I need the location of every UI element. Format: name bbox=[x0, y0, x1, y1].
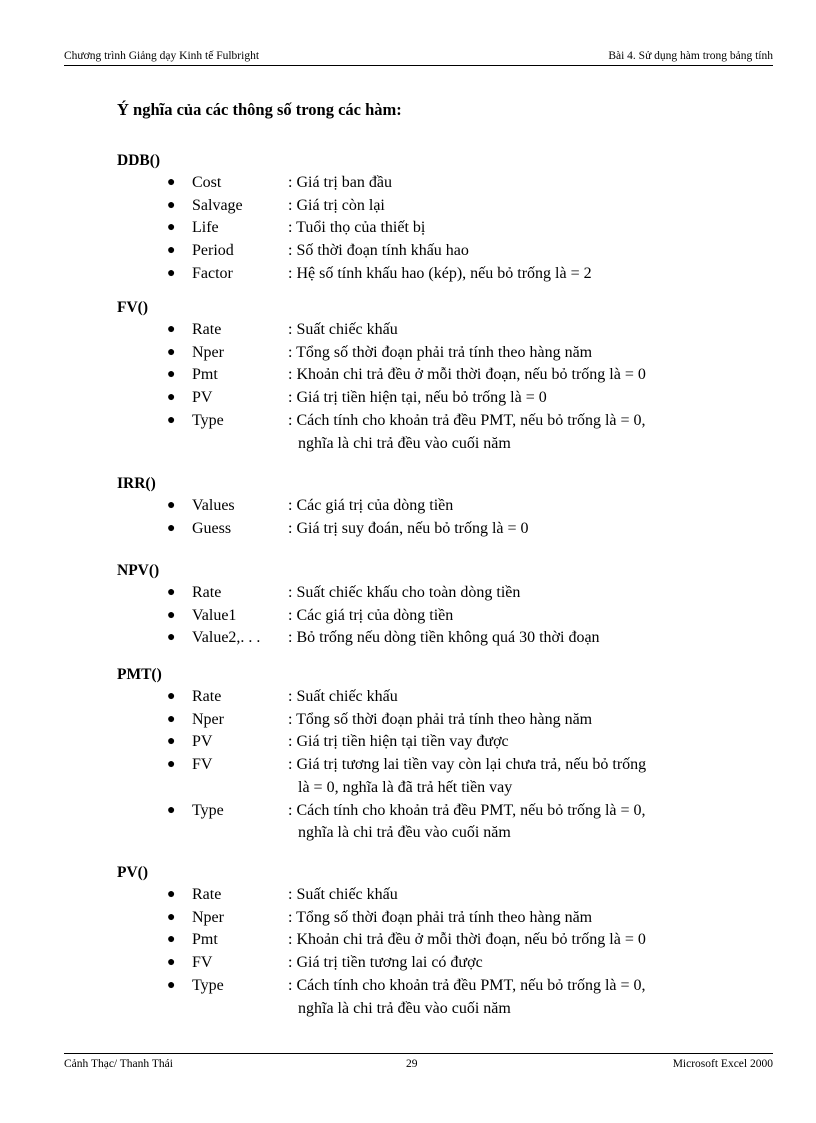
param-desc-line1: : Suất chiếc khấu bbox=[288, 886, 398, 903]
param-description bbox=[288, 754, 718, 799]
param-desc-line1: : Các giá trị của dòng tiền bbox=[288, 497, 454, 514]
param-description bbox=[288, 582, 718, 605]
bullet-icon: ● bbox=[167, 887, 176, 902]
param-name: Cost bbox=[192, 174, 222, 191]
section-ddb bbox=[117, 150, 777, 286]
param-name: PV bbox=[192, 733, 213, 751]
param-row bbox=[117, 195, 777, 218]
section-irr bbox=[117, 473, 777, 540]
param-description bbox=[288, 605, 718, 628]
param-description bbox=[288, 217, 718, 240]
function-name: FV() bbox=[117, 299, 148, 316]
param-description bbox=[288, 195, 718, 218]
bullet-icon: ● bbox=[167, 711, 176, 727]
bullet-icon: ● bbox=[167, 630, 176, 646]
param-description bbox=[288, 975, 718, 1020]
param-description bbox=[288, 518, 718, 541]
param-desc-line1: : Các giá trị của dòng tiền bbox=[288, 606, 454, 624]
bullet-icon: ● bbox=[167, 802, 176, 818]
param-description bbox=[288, 364, 718, 387]
param-desc-line1: : Số thời đoạn tính khấu hao bbox=[288, 242, 469, 260]
param-name: Factor bbox=[192, 264, 233, 282]
param-row bbox=[117, 387, 777, 410]
param-description bbox=[288, 686, 718, 709]
param-description bbox=[288, 800, 718, 845]
param-desc-line1: : Suất chiếc khấu bbox=[288, 321, 398, 338]
param-description bbox=[288, 627, 718, 650]
param-name: Rate bbox=[192, 584, 222, 601]
param-name: Life bbox=[192, 219, 219, 237]
param-name: Rate bbox=[192, 886, 222, 903]
param-row bbox=[117, 605, 777, 628]
param-row bbox=[117, 975, 777, 1020]
param-row bbox=[117, 172, 777, 195]
page-number: 29 bbox=[406, 1058, 418, 1070]
bullet-icon: ● bbox=[167, 175, 176, 190]
bullet-icon: ● bbox=[167, 322, 176, 337]
param-desc-line1: : Tổng số thời đoạn phải trả tính theo hàng năm bbox=[288, 710, 593, 728]
param-row bbox=[117, 364, 777, 387]
param-desc-line2: nghĩa là chi trả đều vào cuối năm bbox=[298, 999, 511, 1017]
param-description bbox=[288, 907, 718, 930]
bullet-icon: ● bbox=[167, 909, 176, 925]
param-desc-line1: : Tổng số thời đoạn phải trả tính theo hàng năm bbox=[288, 908, 593, 926]
param-row bbox=[117, 342, 777, 365]
bullet-icon: ● bbox=[167, 412, 176, 428]
function-name: PMT() bbox=[117, 666, 162, 683]
page-header bbox=[64, 50, 773, 66]
param-row bbox=[117, 754, 777, 799]
param-row bbox=[117, 709, 777, 732]
param-desc-line1: : Tổng số thời đoạn phải trả tính theo hàng năm bbox=[288, 343, 593, 361]
function-name: IRR() bbox=[117, 475, 156, 492]
param-description bbox=[288, 342, 718, 365]
param-description bbox=[288, 172, 718, 195]
param-desc-line1: : Giá trị tiền hiện tại tiền vay được bbox=[288, 733, 509, 751]
param-desc-line1: : Bỏ trống nếu dòng tiền không quá 30 thời đoạn bbox=[288, 629, 600, 647]
param-description bbox=[288, 929, 718, 952]
header-left-text: Chương trình Giảng dạy Kinh tế Fulbright bbox=[64, 50, 260, 62]
param-name: FV bbox=[192, 954, 213, 972]
param-name: Rate bbox=[192, 321, 222, 338]
param-row bbox=[117, 582, 777, 605]
param-description bbox=[288, 495, 718, 518]
param-row bbox=[117, 627, 777, 650]
param-name: Pmt bbox=[192, 366, 218, 384]
param-desc-line1: : Giá trị tiền tương lai có được bbox=[288, 954, 483, 972]
param-row bbox=[117, 884, 777, 907]
param-desc-line1: : Giá trị tương lai tiền vay còn lại chưa trả, nếu bỏ trống bbox=[288, 756, 647, 774]
param-row bbox=[117, 240, 777, 263]
param-desc-line1: : Khoản chi trả đều ở mỗi thời đoạn, nếu bỏ trống là = 0 bbox=[288, 366, 646, 384]
bullet-icon: ● bbox=[167, 520, 176, 536]
function-name: DDB() bbox=[117, 152, 161, 169]
bullet-icon: ● bbox=[167, 390, 176, 406]
bullet-icon: ● bbox=[167, 498, 176, 513]
param-name: Nper bbox=[192, 343, 224, 361]
param-row bbox=[117, 410, 777, 455]
param-row bbox=[117, 800, 777, 845]
param-row bbox=[117, 518, 777, 541]
bullet-icon: ● bbox=[167, 955, 176, 971]
param-row bbox=[117, 319, 777, 342]
param-description bbox=[288, 952, 718, 975]
param-name: Guess bbox=[192, 519, 232, 537]
param-desc-line1: : Cách tính cho khoản trả đều PMT, nếu bỏ trống là = 0, bbox=[288, 976, 646, 994]
param-desc-line1: : Cách tính cho khoản trả đều PMT, nếu bỏ trống là = 0, bbox=[288, 411, 646, 429]
param-desc-line1: : Hệ số tính khấu hao (kép), nếu bỏ trống là = 2 bbox=[288, 264, 592, 282]
param-row bbox=[117, 952, 777, 975]
bullet-icon: ● bbox=[167, 197, 176, 213]
param-description bbox=[288, 319, 718, 342]
param-row bbox=[117, 907, 777, 930]
bullet-icon: ● bbox=[167, 585, 176, 600]
param-description bbox=[288, 387, 718, 410]
param-row bbox=[117, 217, 777, 240]
param-desc-line1: : Khoản chi trả đều ở mỗi thời đoạn, nếu bỏ trống là = 0 bbox=[288, 931, 646, 949]
param-row bbox=[117, 731, 777, 754]
param-desc-line2: nghĩa là chi trả đều vào cuối năm bbox=[298, 434, 511, 452]
section-pv bbox=[117, 862, 777, 1020]
param-name: Type bbox=[192, 411, 224, 429]
page-footer bbox=[64, 1053, 773, 1074]
param-desc-line1: : Suất chiếc khấu cho toàn dòng tiền bbox=[288, 584, 521, 601]
param-name: Type bbox=[192, 976, 224, 994]
param-desc-line1: : Giá trị còn lại bbox=[288, 196, 385, 214]
section-fv bbox=[117, 297, 777, 455]
param-desc-line2: nghĩa là chi trả đều vào cuối năm bbox=[298, 824, 511, 842]
param-row bbox=[117, 929, 777, 952]
param-description bbox=[288, 263, 718, 286]
param-desc-line2: là = 0, nghĩa là đã trả hết tiền vay bbox=[298, 778, 513, 796]
param-name: FV bbox=[192, 756, 213, 774]
param-name: Nper bbox=[192, 908, 224, 926]
param-desc-line1: : Tuổi thọ của thiết bị bbox=[288, 219, 426, 237]
bullet-icon: ● bbox=[167, 243, 176, 259]
param-name: PV bbox=[192, 389, 213, 407]
param-name: Pmt bbox=[192, 931, 218, 949]
param-name: Value2,. . . bbox=[192, 629, 261, 647]
param-description bbox=[288, 410, 718, 455]
header-right-text: Bài 4. Sử dụng hàm trong bảng tính bbox=[608, 50, 773, 62]
param-description bbox=[288, 240, 718, 263]
bullet-icon: ● bbox=[167, 932, 176, 948]
bullet-icon: ● bbox=[167, 344, 176, 360]
param-desc-line1: : Giá trị tiền hiện tại, nếu bỏ trống là = 0 bbox=[288, 389, 547, 407]
param-row bbox=[117, 495, 777, 518]
bullet-icon: ● bbox=[167, 367, 176, 383]
section-pmt bbox=[117, 664, 777, 845]
bullet-icon: ● bbox=[167, 734, 176, 750]
footer-authors: Cảnh Thạc/ Thanh Thái bbox=[64, 1058, 173, 1070]
param-desc-line1: : Giá trị suy đoán, nếu bỏ trống là = 0 bbox=[288, 519, 529, 537]
section-npv bbox=[117, 560, 777, 650]
bullet-icon: ● bbox=[167, 265, 176, 281]
param-description bbox=[288, 709, 718, 732]
param-name: Period bbox=[192, 242, 234, 260]
param-name: Value1 bbox=[192, 606, 237, 624]
param-description bbox=[288, 884, 718, 907]
bullet-icon: ● bbox=[167, 607, 176, 623]
param-desc-line1: : Giá trị ban đầu bbox=[288, 174, 392, 191]
page-title: Ý nghĩa của các thông số trong các hàm: bbox=[117, 100, 402, 119]
param-row bbox=[117, 263, 777, 286]
bullet-icon: ● bbox=[167, 689, 176, 704]
param-name: Type bbox=[192, 801, 224, 819]
param-description bbox=[288, 731, 718, 754]
param-name: Values bbox=[192, 497, 235, 514]
param-desc-line1: : Cách tính cho khoản trả đều PMT, nếu bỏ trống là = 0, bbox=[288, 801, 646, 819]
bullet-icon: ● bbox=[167, 757, 176, 773]
param-name: Salvage bbox=[192, 196, 243, 214]
param-name: Nper bbox=[192, 710, 224, 728]
param-row bbox=[117, 686, 777, 709]
bullet-icon: ● bbox=[167, 220, 176, 236]
param-name: Rate bbox=[192, 688, 222, 705]
bullet-icon: ● bbox=[167, 977, 176, 993]
function-name: NPV() bbox=[117, 562, 160, 579]
footer-product: Microsoft Excel 2000 bbox=[672, 1058, 773, 1070]
function-name: PV() bbox=[117, 864, 148, 881]
param-desc-line1: : Suất chiếc khấu bbox=[288, 688, 398, 705]
